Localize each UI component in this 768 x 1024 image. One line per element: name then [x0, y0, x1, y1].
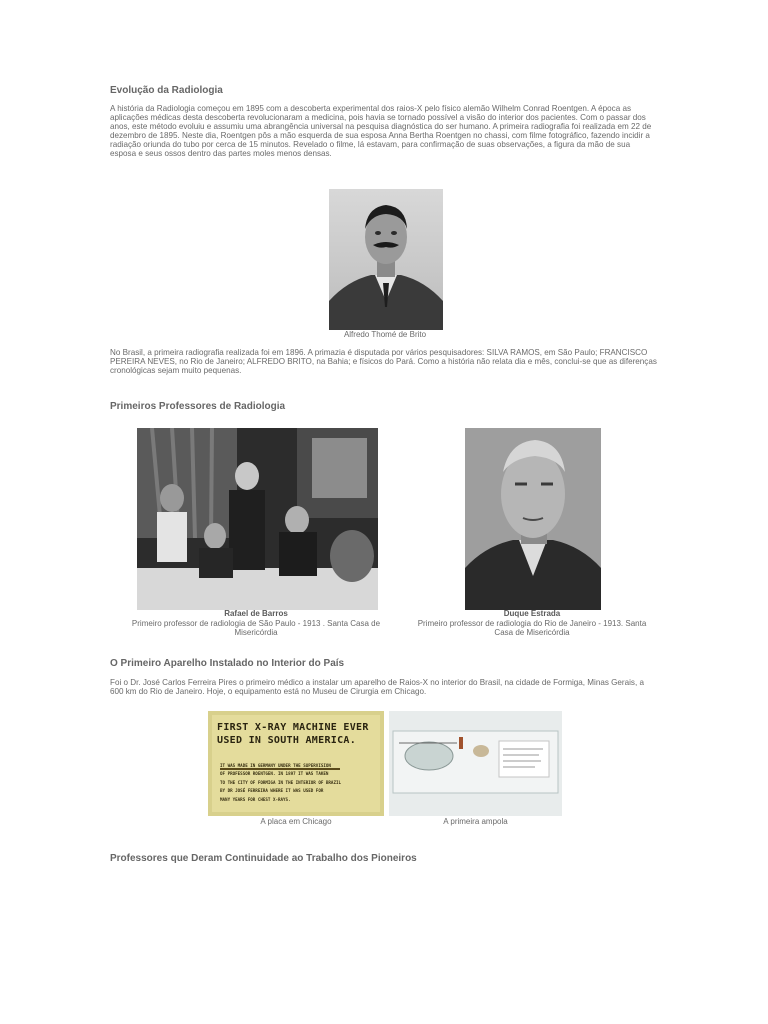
caption-duque-estrada [412, 609, 652, 638]
professor-description: Primeiro professor de radiologia do Rio de Janeiro - 1913. Santa Casa de Misericórdia [417, 618, 647, 637]
section-title-professores: Primeiros Professores de Radiologia [110, 401, 286, 412]
portrait-alfredo-brito [329, 189, 443, 330]
plaque-body-line: BY DR JOSÉ FERREIRA WHERE IT WAS USED FOR [220, 788, 324, 794]
plaque-body-line: OF PROFESSOR ROENTGEN. IN 1897 IT WAS TAKEN [220, 771, 329, 777]
portrait-caption: Alfredo Thomé de Brito [343, 330, 427, 339]
section-title-evolucao: Evolução da Radiologia [110, 85, 223, 96]
paragraph-history: A história da Radiologia começou em 1895 com a descoberta experimental dos raios-X pelo físico alemão Wilhelm Conrad Roentgen. A época as aplicações médicas desta descoberta revolucionaram a medicina, pois havia se tornado possível a visão do interior dos pacientes. Com o passar dos anos, este método evoluiu e assumiu uma abrangência universal na pesquisa diagnóstica do ser humano. A primeira radiografia foi realizada em 22 de dezembro de 1895. Neste dia, Roentgen pôs a mão esquerda de sua esposa Anna Bertha Roentgen no chassi, com filme fotográfico, fazendo incidir a radiação oriunda do tubo por cerca de 15 minutos. Revelado o filme, lá estavam, para confirmação de suas observações, a figura da mão de sua esposa e seus ossos dentro das partes moles menos densas. [110, 104, 652, 159]
professor-name: Rafael de Barros [224, 609, 288, 618]
plaque-body-line: MANY YEARS FOR CHEST X-RAYS. [220, 796, 291, 802]
section-title-primeiro-aparelho: O Primeiro Aparelho Instalado no Interior do País [110, 658, 345, 669]
professor-name: Duque Estrada [503, 609, 561, 618]
caption-ampoule: A primeira ampola [443, 817, 508, 826]
section-title-continuidade: Professores que Deram Continuidade ao Trabalho dos Pioneiros [110, 853, 417, 864]
photo-plaque-chicago [208, 711, 384, 816]
paragraph-brazil: No Brasil, a primeira radiografia realizada foi em 1896. A primazia é disputada por vários pesquisadores: SILVA RAMOS, em São Paulo; FRANCISCO PEREIRA NEVES, no Rio de Janeiro; ALFREDO BRITO, na Bahia; e físicos do Pará. Como a história não relata dia e mês, conclui-se que as diferenças cronológicas sejam muito pequenas. [110, 348, 657, 376]
caption-rafael-de-barros [110, 609, 402, 638]
plaque-body-line: TO THE CITY OF FORMIGA IN THE INTERIOR OF BRAZIL [220, 779, 342, 785]
professor-description: Primeiro professor de radiologia de São Paulo - 1913 . Santa Casa de Misericórdia [131, 618, 381, 637]
plaque-body-line: IT WAS MADE IN GERMANY UNDER THE SUPERVISION [220, 763, 331, 768]
photo-first-ampoule [389, 711, 562, 816]
photo-duque-estrada [465, 428, 601, 610]
plaque-headline-2: USED IN SOUTH AMERICA. [217, 735, 357, 746]
plaque-headline-1: FIRST X-RAY MACHINE EVER [217, 722, 369, 733]
caption-plaque: A placa em Chicago [260, 817, 332, 826]
photo-rafael-de-barros [137, 428, 378, 610]
paragraph-formiga: Foi o Dr. José Carlos Ferreira Pires o primeiro médico a instalar um aparelho de Raios-X no interior do Brasil, na cidade de Formiga, Minas Gerais, a 600 km do Rio de Janeiro. Hoje, o equipamento está no Museu de Cirurgia em Chicago. [110, 678, 644, 697]
